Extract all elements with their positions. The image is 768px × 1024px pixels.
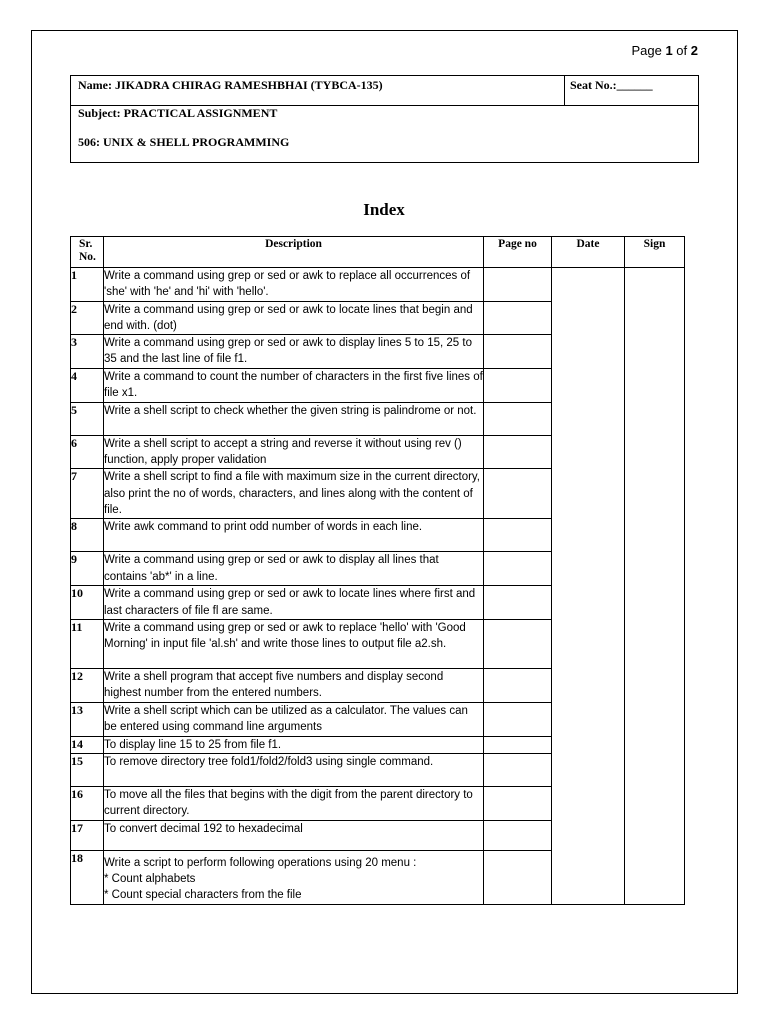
row-number: 6: [71, 435, 104, 469]
row-page-no: [484, 586, 552, 620]
row-page-no: [484, 668, 552, 702]
col-header-description: Description: [104, 237, 484, 268]
row-number: 4: [71, 369, 104, 403]
course: 506: UNIX & SHELL PROGRAMMING: [78, 135, 290, 149]
row-number: 16: [71, 786, 104, 820]
row-description: Write a shell script which can be utilized as a calculator. The values can be entered using command line arguments: [104, 702, 484, 736]
seat-number: Seat No.:______: [570, 78, 653, 92]
row-number: 13: [71, 702, 104, 736]
table-body: [71, 268, 685, 905]
page-number: Page 1 of 2: [631, 43, 698, 58]
col-header-date: Date: [552, 237, 625, 268]
row-number: 5: [71, 402, 104, 435]
sign-column-cell: [625, 268, 685, 905]
row-number: 17: [71, 820, 104, 850]
row-description: Write a command using grep or sed or awk to display lines 5 to 15, 25 to 35 and the last line of file f1.: [104, 335, 484, 369]
row-page-no: [484, 702, 552, 736]
row-description: Write a shell script to find a file with maximum size in the current directory, also print the no of words, characters, and lines along with the content of file.: [104, 469, 484, 519]
header-row: [71, 76, 698, 106]
row-number: 3: [71, 335, 104, 369]
row-number: 15: [71, 753, 104, 786]
col-header-sr-no: Sr. No.: [71, 237, 104, 268]
row-description: Write a command using grep or sed or awk to replace 'hello' with 'Good Morning' in input file 'al.sh' and write those lines to output file a2.sh.: [104, 619, 484, 668]
page-title: Index: [363, 200, 405, 219]
row-description: Write a command to count the number of characters in the first five lines of file x1.: [104, 369, 484, 403]
row-page-no: [484, 619, 552, 668]
row-number: 9: [71, 552, 104, 586]
index-table: [70, 236, 685, 905]
row-number: 10: [71, 586, 104, 620]
table-header-row: [71, 237, 685, 268]
row-page-no: [484, 435, 552, 469]
divider: [564, 76, 565, 105]
date-column-cell: [552, 268, 625, 905]
row-number: 7: [71, 469, 104, 519]
row-number: 14: [71, 736, 104, 753]
row-number: 18: [71, 850, 104, 904]
row-number: 12: [71, 668, 104, 702]
row-description: Write a command using grep or sed or awk to replace all occurrences of 'she' with 'he' and 'hi' with 'hello'.: [104, 268, 484, 302]
student-name: Name: JIKADRA CHIRAG RAMESHBHAI (TYBCA-135): [78, 78, 383, 92]
row-description: Write a shell script to check whether the given string is palindrome or not.: [104, 402, 484, 435]
row-description: To remove directory tree fold1/fold2/fold3 using single command.: [104, 753, 484, 786]
row-page-no: [484, 753, 552, 786]
row-page-no: [484, 369, 552, 403]
row-description: Write a shell script to accept a string and reverse it without using rev () function, apply proper validation: [104, 435, 484, 469]
row-description: To move all the files that begins with the digit from the parent directory to current directory.: [104, 786, 484, 820]
table-row: [71, 268, 685, 302]
row-description: Write a script to perform following operations using 20 menu : * Count alphabets * Count special characters from the file: [104, 850, 484, 904]
col-header-sign: Sign: [625, 237, 685, 268]
row-page-no: [484, 335, 552, 369]
row-page-no: [484, 301, 552, 335]
row-page-no: [484, 519, 552, 552]
row-number: 11: [71, 619, 104, 668]
row-description: Write a command using grep or sed or awk to locate lines where first and last characters of file fl are same.: [104, 586, 484, 620]
row-page-no: [484, 552, 552, 586]
row-page-no: [484, 736, 552, 753]
row-page-no: [484, 850, 552, 904]
row-page-no: [484, 786, 552, 820]
row-description: To convert decimal 192 to hexadecimal: [104, 820, 484, 850]
row-page-no: [484, 820, 552, 850]
col-header-page-no: Page no: [484, 237, 552, 268]
row-page-no: [484, 469, 552, 519]
row-description: Write a command using grep or sed or awk to locate lines that begin and end with. (dot): [104, 301, 484, 335]
row-number: 1: [71, 268, 104, 302]
subject: Subject: PRACTICAL ASSIGNMENT: [78, 106, 278, 120]
row-description: To display line 15 to 25 from file f1.: [104, 736, 484, 753]
row-number: 8: [71, 519, 104, 552]
row-description: Write a command using grep or sed or awk to display all lines that contains 'ab*' in a line.: [104, 552, 484, 586]
row-page-no: [484, 402, 552, 435]
row-description: Write awk command to print odd number of words in each line.: [104, 519, 484, 552]
student-info-box: [70, 75, 699, 163]
row-page-no: [484, 268, 552, 302]
row-number: 2: [71, 301, 104, 335]
row-description: Write a shell program that accept five numbers and display second highest number from the entered numbers.: [104, 668, 484, 702]
